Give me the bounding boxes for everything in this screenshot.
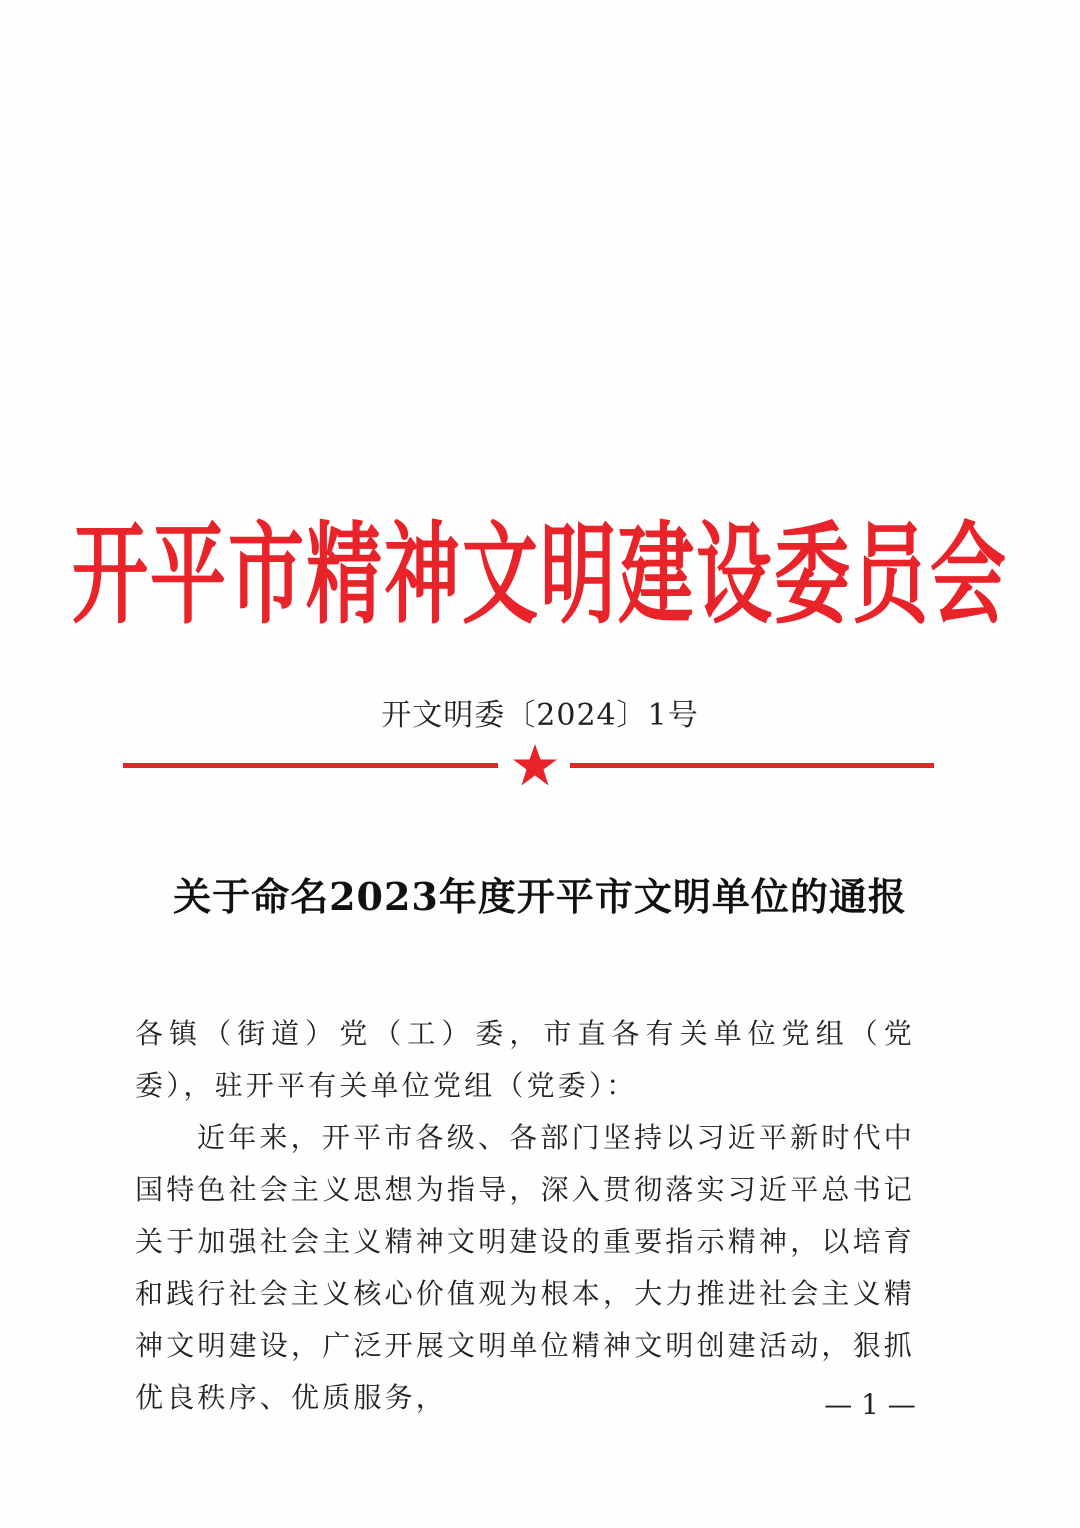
red-divider-left bbox=[123, 763, 498, 768]
page-number: — 1 — bbox=[824, 1388, 916, 1421]
notice-body bbox=[135, 1008, 915, 1424]
document-number: 开文明委〔2024〕1号 bbox=[381, 698, 699, 733]
addressee-line: 各镇（街道）党（工）委，市直各有关单位党组（党委），驻开平有关单位党组（党委）： bbox=[135, 1017, 915, 1102]
notice-title: 关于命名2023年度开平市文明单位的通报 bbox=[173, 874, 907, 919]
red-divider-right bbox=[570, 763, 934, 768]
masthead-org-name: 开平市精神文明建设委员会 bbox=[72, 509, 1008, 639]
red-star-icon bbox=[510, 740, 560, 790]
body-paragraph: 近年来，开平市各级、各部门坚持以习近平新时代中国特色社会主义思想为指导，深入贯彻落实习近平总书记关于加强社会主义精神文明建设的重要指示精神，以培育和践行社会主义核心价值观为根本，大力推进社会主义精神文明建设，广泛开展文明单位精神文明创建活动，狠抓优良秩序、优质服务， bbox=[135, 1121, 916, 1414]
